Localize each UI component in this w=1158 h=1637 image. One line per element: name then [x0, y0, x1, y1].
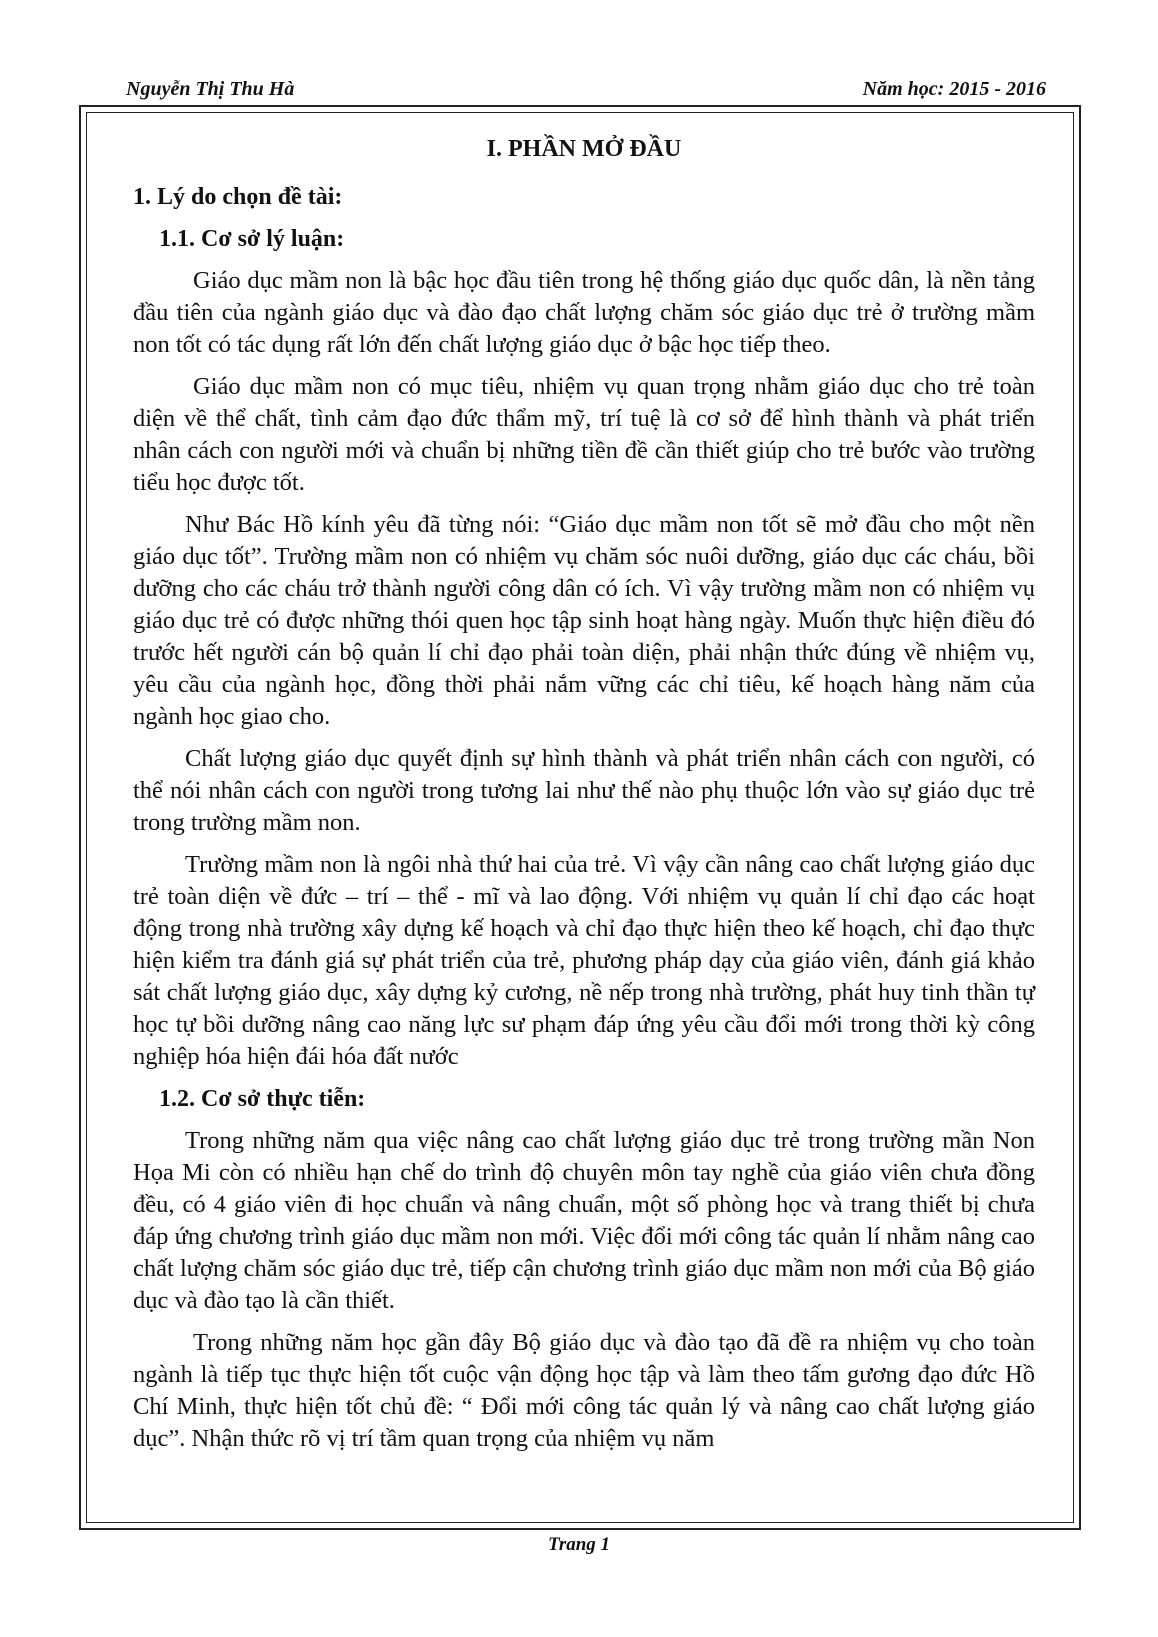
paragraph: Trong những năm học gần đây Bộ giáo dục và đào tạo đã đề ra nhiệm vụ cho toàn ngành là tiếp tục thực hiện tốt cuộc vận động học tập và làm theo tấm gương đạo đức Hồ Chí Minh, thực hiện tốt chủ đề: “ Đổi mới công tác quản lý và nâng cao chất lượng giáo dục”. Nhận thức rõ vị trí tầm quan trọng của nhiệm vụ năm: [133, 1329, 1035, 1452]
page-header: [126, 78, 1046, 108]
paragraph: Giáo dục mầm non có mục tiêu, nhiệm vụ quan trọng nhằm giáo dục cho trẻ toàn diện về thể chất, tình cảm đạo đức thẩm mỹ, trí tuệ là cơ sở để hình thành và phát triển nhân cách con người mới và chuẩn bị những tiền đề cần thiết giúp cho trẻ bước vào trường tiểu học được tốt.: [133, 373, 1035, 496]
paragraph: Trường mầm non là ngôi nhà thứ hai của trẻ. Vì vậy cần nâng cao chất lượng giáo dục trẻ toàn diện về đức – trí – thể - mĩ và lao động. Với nhiệm vụ quản lí chỉ đạo các hoạt động trong nhà trường xây dựng kế hoạch và chỉ đạo thực hiện theo kế hoạch, chỉ đạo thực hiện kiểm tra đánh giá sự phát triển của trẻ, phương pháp dạy của giáo viên, đánh giá khảo sát chất lượng giáo dục, xây dựng kỷ cương, nề nếp trong nhà trường, phát huy tinh thần tự học tự bồi dưỡng nâng cao năng lực sư phạm đáp ứng yêu cầu đổi mới trong thời kỳ công nghiệp hóa hiện đái hóa đất nước: [133, 851, 1035, 1070]
paragraph: Trong những năm qua việc nâng cao chất lượng giáo dục trẻ trong trường mần Non Họa Mi còn có nhiều hạn chế do trình độ chuyên môn tay nghề của giáo viên chưa đồng đều, có 4 giáo viên đi học chuẩn và nâng chuẩn, một số phòng học và trang thiết bị chưa đáp ứng chương trình giáo dục mầm non mới. Việc đổi mới công tác quản lí nhằm nâng cao chất lượng chăm sóc giáo dục trẻ, tiếp cận chương trình giáo dục mầm non mới của Bộ giáo dục và đào tạo là cần thiết.: [133, 1127, 1035, 1314]
document-title: I. PHẦN MỞ ĐẦU: [486, 136, 682, 162]
paragraph: Giáo dục mầm non là bậc học đầu tiên trong hệ thống giáo dục quốc dân, là nền tảng đầu tiên của ngành giáo dục và đào đạo chất lượng chăm sóc giáo dục trẻ ở trường mầm non tốt có tác dụng rất lớn đến chất lượng giáo dục ở bậc học tiếp theo.: [133, 267, 1035, 358]
paragraph: Như Bác Hồ kính yêu đã từng nói: “Giáo dục mầm non tốt sẽ mở đầu cho một nền giáo dục tốt”. Trường mầm non có nhiệm vụ chăm sóc nuôi dưỡng, giáo dục các cháu, bồi dưỡng cho các cháu trở thành người công dân có ích. Vì vậy trường mầm non có nhiệm vụ giáo dục trẻ có được những thói quen học tập sinh hoạt hàng ngày. Muốn thực hiện điều đó trước hết người cán bộ quản lí chỉ đạo phải toàn diện, phải nhận thức đúng về nhiệm vụ, yêu cầu của ngành học, đồng thời phải nắm vững các chỉ tiêu, kế hoạch hàng năm của ngành học giao cho.: [133, 511, 1035, 730]
paragraph: Chất lượng giáo dục quyết định sự hình thành và phát triển nhân cách con người, có thể nói nhân cách con người trong tương lai như thế nào phụ thuộc lớn vào sự giáo dục trẻ trong trường mầm non.: [133, 745, 1035, 836]
header-school-year: Năm học: 2015 - 2016: [862, 78, 1046, 100]
subsection-heading-practice: 1.2. Cơ sở thực tiễn:: [159, 1086, 366, 1112]
subsection-heading-theory: 1.1. Cơ sở lý luận:: [159, 226, 345, 252]
header-author: Nguyễn Thị Thu Hà: [126, 78, 295, 100]
page-number: Trang 1: [547, 1534, 611, 1555]
section-heading-reasons: 1. Lý do chọn đề tài:: [133, 184, 343, 210]
document-body: [133, 133, 1035, 1465]
